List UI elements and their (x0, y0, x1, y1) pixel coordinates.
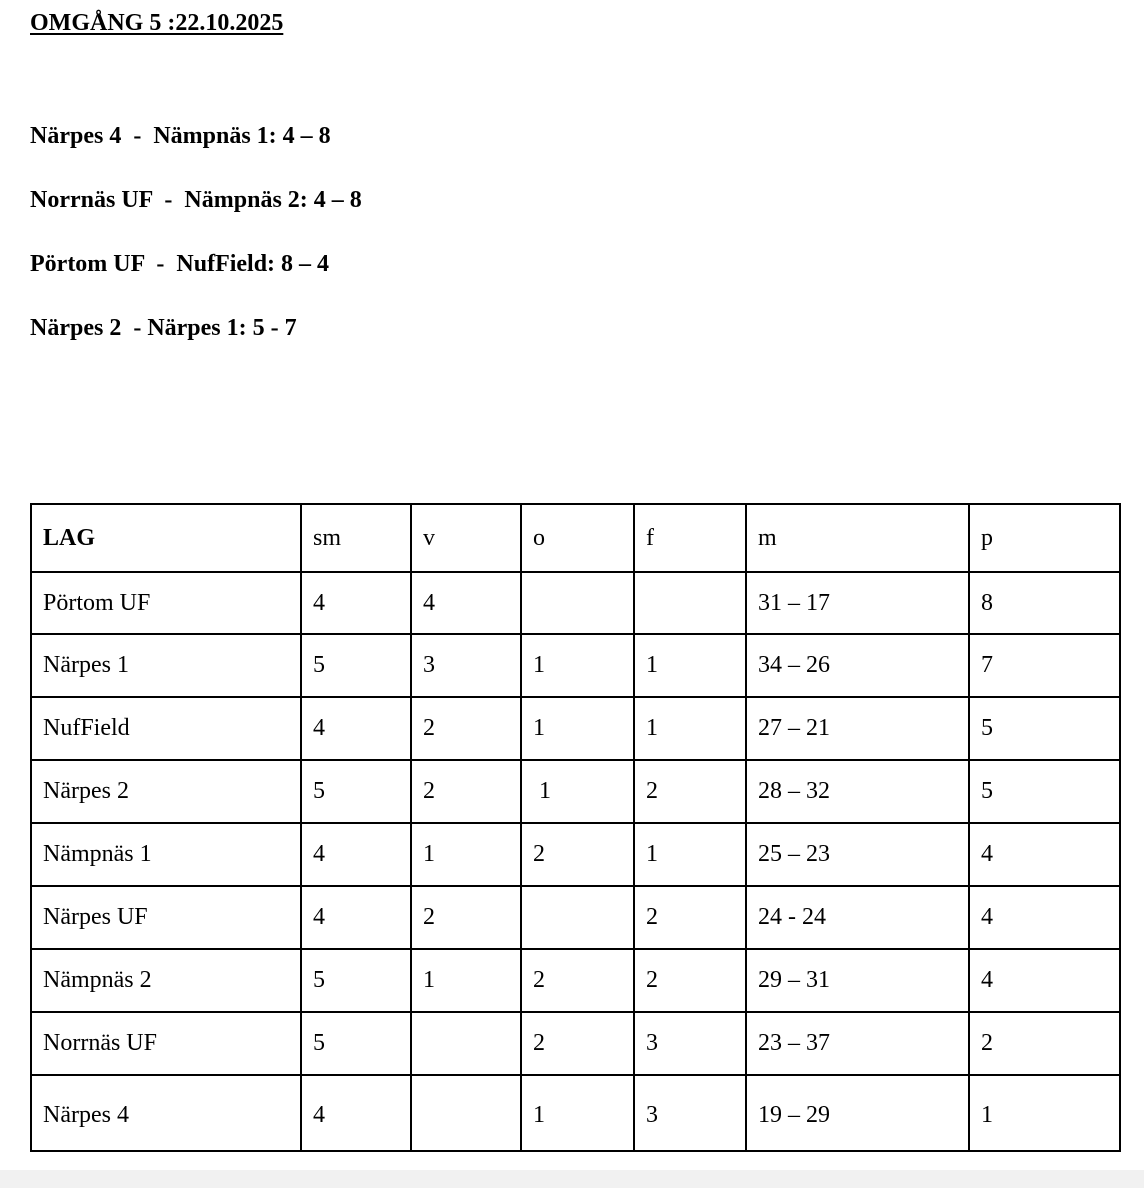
column-header-p: p (969, 504, 1120, 572)
wins (411, 1075, 521, 1151)
match-result: Pörtom UF - NufField: 8 – 4 (30, 251, 330, 277)
wins: 2 (411, 886, 521, 949)
wins: 2 (411, 697, 521, 760)
match-result: Norrnäs UF - Nämpnäs 2: 4 – 8 (30, 187, 362, 213)
score-difference: 28 – 32 (746, 760, 969, 823)
table-row (31, 634, 1120, 697)
wins: 1 (411, 823, 521, 886)
losses: 2 (634, 760, 746, 823)
draws: 2 (521, 949, 634, 1012)
team-name: Nämpnäs 2 (31, 949, 301, 1012)
table-row (31, 886, 1120, 949)
games-played: 4 (301, 572, 411, 634)
table-row (31, 572, 1120, 634)
match-result: Närpes 2 - Närpes 1: 5 - 7 (30, 315, 297, 341)
wins: 3 (411, 634, 521, 697)
team-name: Närpes 1 (31, 634, 301, 697)
round-title: OMGÅNG 5 :22.10.2025 (30, 10, 284, 36)
losses: 2 (634, 949, 746, 1012)
page-bottom-edge (0, 1170, 1144, 1188)
score-difference: 34 – 26 (746, 634, 969, 697)
wins: 4 (411, 572, 521, 634)
points: 7 (969, 634, 1120, 697)
draws (521, 572, 634, 634)
draws (521, 886, 634, 949)
team-name: Närpes 4 (31, 1075, 301, 1151)
column-header-sm: sm (301, 504, 411, 572)
games-played: 5 (301, 1012, 411, 1075)
points: 8 (969, 572, 1120, 634)
column-header-v: v (411, 504, 521, 572)
draws: 1 (521, 634, 634, 697)
losses (634, 572, 746, 634)
games-played: 4 (301, 886, 411, 949)
column-header-lag: LAG (31, 504, 301, 572)
table-row (31, 1012, 1120, 1075)
score-difference: 23 – 37 (746, 1012, 969, 1075)
draws: 1 (521, 697, 634, 760)
column-header-f: f (634, 504, 746, 572)
wins: 2 (411, 760, 521, 823)
table-row (31, 1075, 1120, 1151)
match-result: Närpes 4 - Nämpnäs 1: 4 – 8 (30, 123, 331, 149)
table-row (31, 949, 1120, 1012)
wins (411, 1012, 521, 1075)
losses: 3 (634, 1012, 746, 1075)
column-header-m: m (746, 504, 969, 572)
score-difference: 27 – 21 (746, 697, 969, 760)
games-played: 4 (301, 697, 411, 760)
losses: 1 (634, 634, 746, 697)
draws: 1 (521, 760, 634, 823)
team-name: Nämpnäs 1 (31, 823, 301, 886)
games-played: 4 (301, 823, 411, 886)
draws: 2 (521, 1012, 634, 1075)
points: 1 (969, 1075, 1120, 1151)
score-difference: 19 – 29 (746, 1075, 969, 1151)
score-difference: 25 – 23 (746, 823, 969, 886)
table-row (31, 760, 1120, 823)
points: 5 (969, 760, 1120, 823)
losses: 3 (634, 1075, 746, 1151)
games-played: 5 (301, 634, 411, 697)
team-name: Norrnäs UF (31, 1012, 301, 1075)
games-played: 5 (301, 949, 411, 1012)
draws: 2 (521, 823, 634, 886)
score-difference: 29 – 31 (746, 949, 969, 1012)
points: 5 (969, 697, 1120, 760)
draws: 1 (521, 1075, 634, 1151)
team-name: Närpes UF (31, 886, 301, 949)
table-header-row (31, 504, 1120, 572)
column-header-o: o (521, 504, 634, 572)
wins: 1 (411, 949, 521, 1012)
points: 4 (969, 949, 1120, 1012)
team-name: Pörtom UF (31, 572, 301, 634)
losses: 2 (634, 886, 746, 949)
points: 2 (969, 1012, 1120, 1075)
games-played: 5 (301, 760, 411, 823)
table-row (31, 697, 1120, 760)
score-difference: 31 – 17 (746, 572, 969, 634)
losses: 1 (634, 823, 746, 886)
points: 4 (969, 886, 1120, 949)
score-difference: 24 - 24 (746, 886, 969, 949)
team-name: NufField (31, 697, 301, 760)
table-row (31, 823, 1120, 886)
losses: 1 (634, 697, 746, 760)
team-name: Närpes 2 (31, 760, 301, 823)
points: 4 (969, 823, 1120, 886)
games-played: 4 (301, 1075, 411, 1151)
standings-table (30, 503, 1121, 1152)
